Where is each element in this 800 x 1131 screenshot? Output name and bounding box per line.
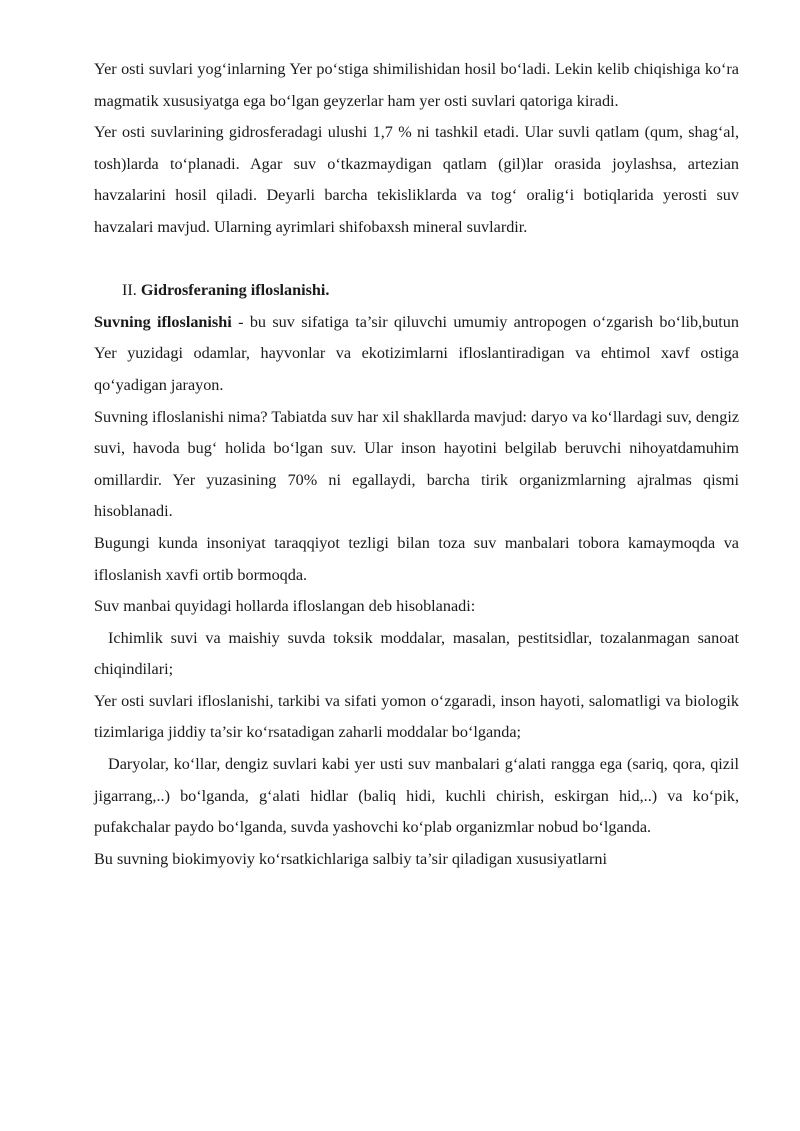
paragraph-criteria-intro: Suv manbai quyidagi hollarda ifloslangan deb hisoblanadi: bbox=[94, 597, 476, 616]
section-number: II. bbox=[122, 281, 137, 300]
definition-text: - bu suv sifatiga ta’sir qiluvchi umumiy antropogen o‘zgarish bo‘lib,butun Yer yuzidagi odamlar, hayvonlar va ekotizimlarni ifloslantiradigan va ehtimol xavf ostiga qo‘yadigan jarayon. bbox=[94, 312, 739, 394]
paragraph-criteria-drinking-water: Ichimlik suvi va maishiy suvda toksik moddalar, masalan, pestitsidlar, tozalanmagan sanoat chiqindilari; bbox=[94, 628, 739, 679]
blank-line bbox=[94, 244, 739, 276]
paragraph-what-is-pollution: Suvning ifloslanishi nima? Tabiatda suv har xil shakllarda mavjud: daryo va ko‘llardagi suv, dengiz suvi, havoda bug‘ holida bo‘lgan suv. Ular inson hayotini belgilab beruvchi nihoyatdamuhim omillardir. Yer yuzasining 70% ni egallaydi, barcha tirik organizmlarning ajralmas qismi hisoblanadi. bbox=[94, 407, 739, 521]
section-title: Gidrosferaning ifloslanishi. bbox=[140, 281, 330, 300]
section-heading bbox=[94, 275, 739, 307]
paragraph-biochemical: Bu suvning biokimyoviy ko‘rsatkichlariga salbiy ta’sir qiladigan xususiyatlarni bbox=[94, 849, 607, 868]
definition-term: Suvning ifloslanishi bbox=[94, 312, 232, 331]
paragraph-today: Bugungi kunda insoniyat taraqqiyot tezligi bilan toza suv manbalari tobora kamaymoqda va ifloslanish xavfi ortib bormoqda. bbox=[94, 533, 739, 584]
paragraph-pollution-definition bbox=[94, 307, 739, 402]
paragraph-groundwater-origin: Yer osti suvlari yog‘inlarning Yer po‘stiga shimilishidan hosil bo‘ladi. Lekin kelib chiqishiga ko‘ra magmatik xususiyatga ega bo‘lgan geyzerlar ham yer osti suvlari qatoriga kiradi. bbox=[94, 60, 739, 110]
paragraph-groundwater-share: Yer osti suvlarining gidrosferadagi ulushi 1,7 % ni tashkil etadi. Ular suvli qatlam (qum, shag‘al, tosh)larda to‘planadi. Agar suv o‘tkazmaydigan qatlam (gil)lar orasida joylashsa, artezian havzalarini hosil qiladi. Deyarli barcha tekisliklarda va tog‘ oralig‘i botiqlarida yerosti suv havzalari mavjud. Ularning ayrimlari shifobaxsh mineral suvlardir. bbox=[94, 123, 739, 236]
document-page bbox=[94, 54, 739, 875]
paragraph-criteria-groundwater: Yer osti suvlari ifloslanishi, tarkibi va sifati yomon o‘zgaradi, inson hayoti, salomatligi va biologik tizimlariga jiddiy ta’sir ko‘rsatadigan zaharli moddalar bo‘lganda; bbox=[94, 691, 739, 742]
paragraph-criteria-surface-water: Daryolar, ko‘llar, dengiz suvlari kabi yer usti suv manbalari g‘alati rangga ega (sariq, qora, qizil jigarrang,..) bo‘lganda, g‘alati hidlar (baliq hidi, kuchli chirish, eskirgan hid,..) va ko‘pik, pufakchalar paydo bo‘lganda, suvda yashovchi ko‘plab organizmlar nobud bo‘lganda. bbox=[94, 755, 739, 837]
